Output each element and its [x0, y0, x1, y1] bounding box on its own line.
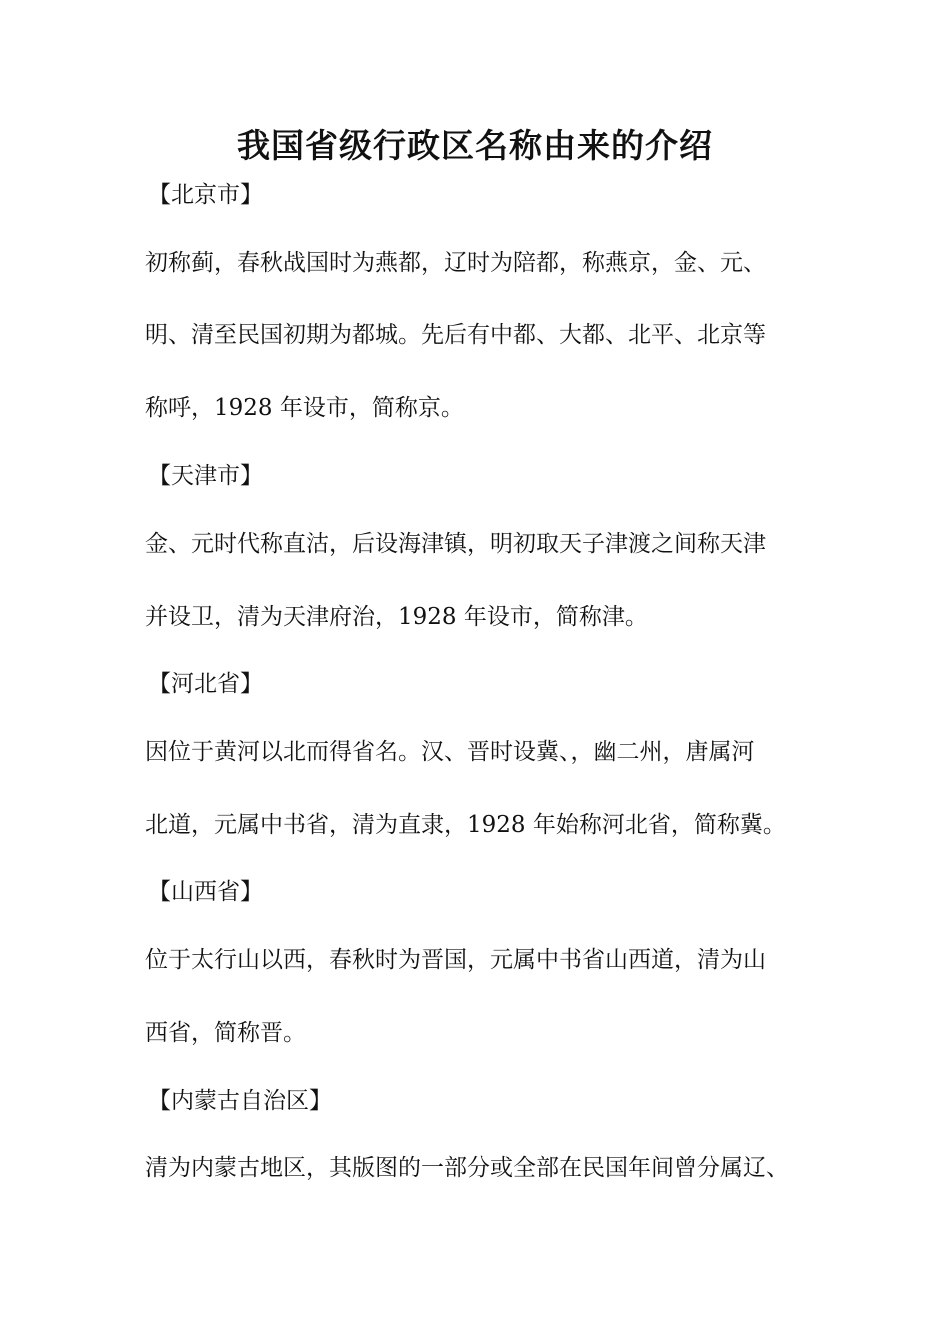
paragraph-line: 位于太行山以西，春秋时为晋国，元属中书省山西道，清为山 [145, 947, 766, 973]
section-heading-shanxi: 【山西省】 [148, 879, 263, 905]
document-title: 我国省级行政区名称由来的介绍 [237, 126, 713, 165]
paragraph-line: 因位于黄河以北而得省名。汉、晋时设冀、，幽二州，唐属河 [145, 739, 755, 765]
section-heading-tianjin: 【天津市】 [148, 463, 263, 489]
paragraph-line: 并设卫，清为天津府治，1928 年设市，简称津。 [145, 604, 648, 630]
paragraph-line: 西省，简称晋。 [145, 1020, 306, 1046]
paragraph-line: 称呼，1928 年设市，简称京。 [145, 395, 464, 421]
paragraph-line: 北道，元属中书省，清为直隶，1928 年始称河北省，简称冀。 [145, 812, 786, 838]
paragraph-line: 清为内蒙古地区，其版图的一部分或全部在民国年间曾分属辽、 [145, 1155, 789, 1181]
paragraph-line: 初称蓟，春秋战国时为燕都，辽时为陪都，称燕京，金、元、 [145, 250, 766, 276]
paragraph-line: 明、清至民国初期为都城。先后有中都、大都、北平、北京等 [145, 322, 766, 348]
section-heading-inner-mongolia: 【内蒙古自治区】 [148, 1088, 332, 1114]
section-heading-hebei: 【河北省】 [148, 671, 263, 697]
section-heading-beijing: 【北京市】 [148, 182, 263, 208]
paragraph-line: 金、元时代称直沽，后设海津镇，明初取天子津渡之间称天津 [145, 531, 766, 557]
